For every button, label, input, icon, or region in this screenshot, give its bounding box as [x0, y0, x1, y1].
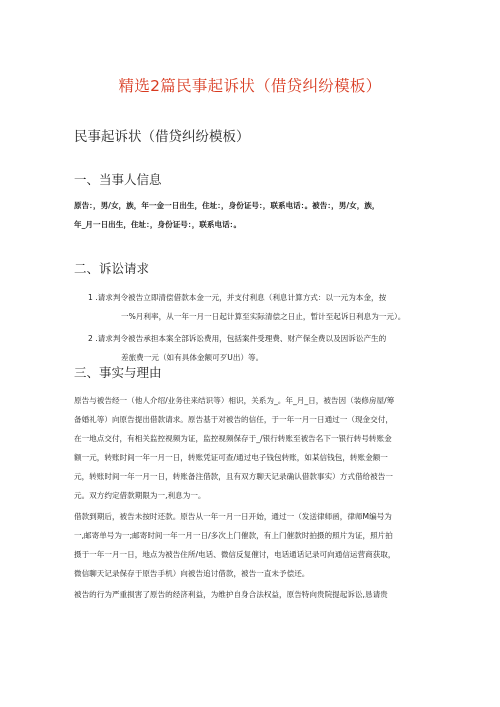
facts-para2-line-3: 摄于一年一月一日，地点为被告住所/电话、微信反复催讨，电话通话记录可向通信运营商获取， — [74, 550, 396, 559]
section-heading-parties: 一、当事人信息 — [74, 172, 162, 187]
parties-line-1: 原告：，男/女，族，年一金一日出生，住址：，身份证号：，联系电话：。被告：，男/女，族， — [74, 201, 380, 210]
claim-item-1-continuation: 一%月利率，从一年一月一日起计算至实际清偿之日止，暂计至起诉日利息为一元）。 — [121, 312, 406, 321]
facts-para1-line-4: 额一元，转账时间一年一月一日，转账凭证可查/通过电子钱包转账，如某信钱包，转账金额一 — [74, 453, 388, 462]
document-title: 民事起诉状（借贷纠纷模板） — [74, 129, 250, 145]
facts-para2-line-1: 借款到期后，被告未按时还款。原告从一年一月一日开始，通过一（发送律师函，律师M编号为 — [74, 512, 392, 521]
section-heading-claims: 二、诉讼请求 — [74, 261, 150, 276]
claim-item-1 — [88, 292, 386, 303]
parties-line-2: 年_月一日出生，住址：，身份证号：，联系电话：。 — [74, 220, 242, 229]
facts-para3-line-1: 被告的行为严重损害了原告的经济利益，为维护自身合法权益，原告特向贵院提起诉讼,恳请贵 — [74, 590, 388, 599]
facts-para2-line-4: 微信聊天记录保存于原告手机）向被告追讨借款，被告一直未予偿还。 — [74, 569, 310, 578]
claim-item-2-text: .请求判令被告承担本案全部诉讼费用，包括案件受理费、财产保全费以及因诉讼产生的 — [95, 334, 387, 343]
facts-para1-line-1-text: 原告与被告经一（他人介绍/业务往来结识等）相识，关系为_。年_月_日，被告因（装修房屋/筹 — [74, 396, 395, 405]
facts-para1-line-2: 备婚礼等）向原告提出借款请求。原告基于对被告的信任，于一年一月一日通过一（现金交付， — [74, 415, 393, 424]
facts-para1-line-1 — [74, 395, 434, 406]
facts-para1-line-6: 元。双方约定借款期限为一,利息为一。 — [74, 491, 206, 500]
claim-item-2-continuation: 差旅费一元（如有具体金额可歹U出）等。 — [121, 353, 264, 362]
facts-para2-line-2: 一,邮寄单号为一;邮寄时间一年一月一日/多次上门催款，有上门催款时拍摄的照片为证，照片拍 — [74, 531, 393, 540]
claim-item-1-number: 1 — [88, 293, 93, 302]
facts-para1-line-5: 元，转账时间一年一月一日，转账备注借款，且有双方聊天记录确认借款事实）方式借给被告一 — [74, 472, 393, 481]
claim-item-1-text: .请求判令被告立即清偿借款本金一元，并支付利息（利息计算方式：以一元为本金，按 — [95, 293, 387, 302]
claim-item-2 — [88, 333, 386, 344]
section-heading-facts: 三、事实与理由 — [74, 365, 162, 380]
page-title: 精选2篇民事起诉状（借贷纠纷模板） — [118, 77, 382, 95]
claim-item-2-number: 2 — [88, 334, 93, 343]
facts-para1-line-3: 在一地点交付，有相关监控视频为证，监控视频保存于_/银行转账至被告名下一银行转号转账金 — [74, 434, 392, 443]
